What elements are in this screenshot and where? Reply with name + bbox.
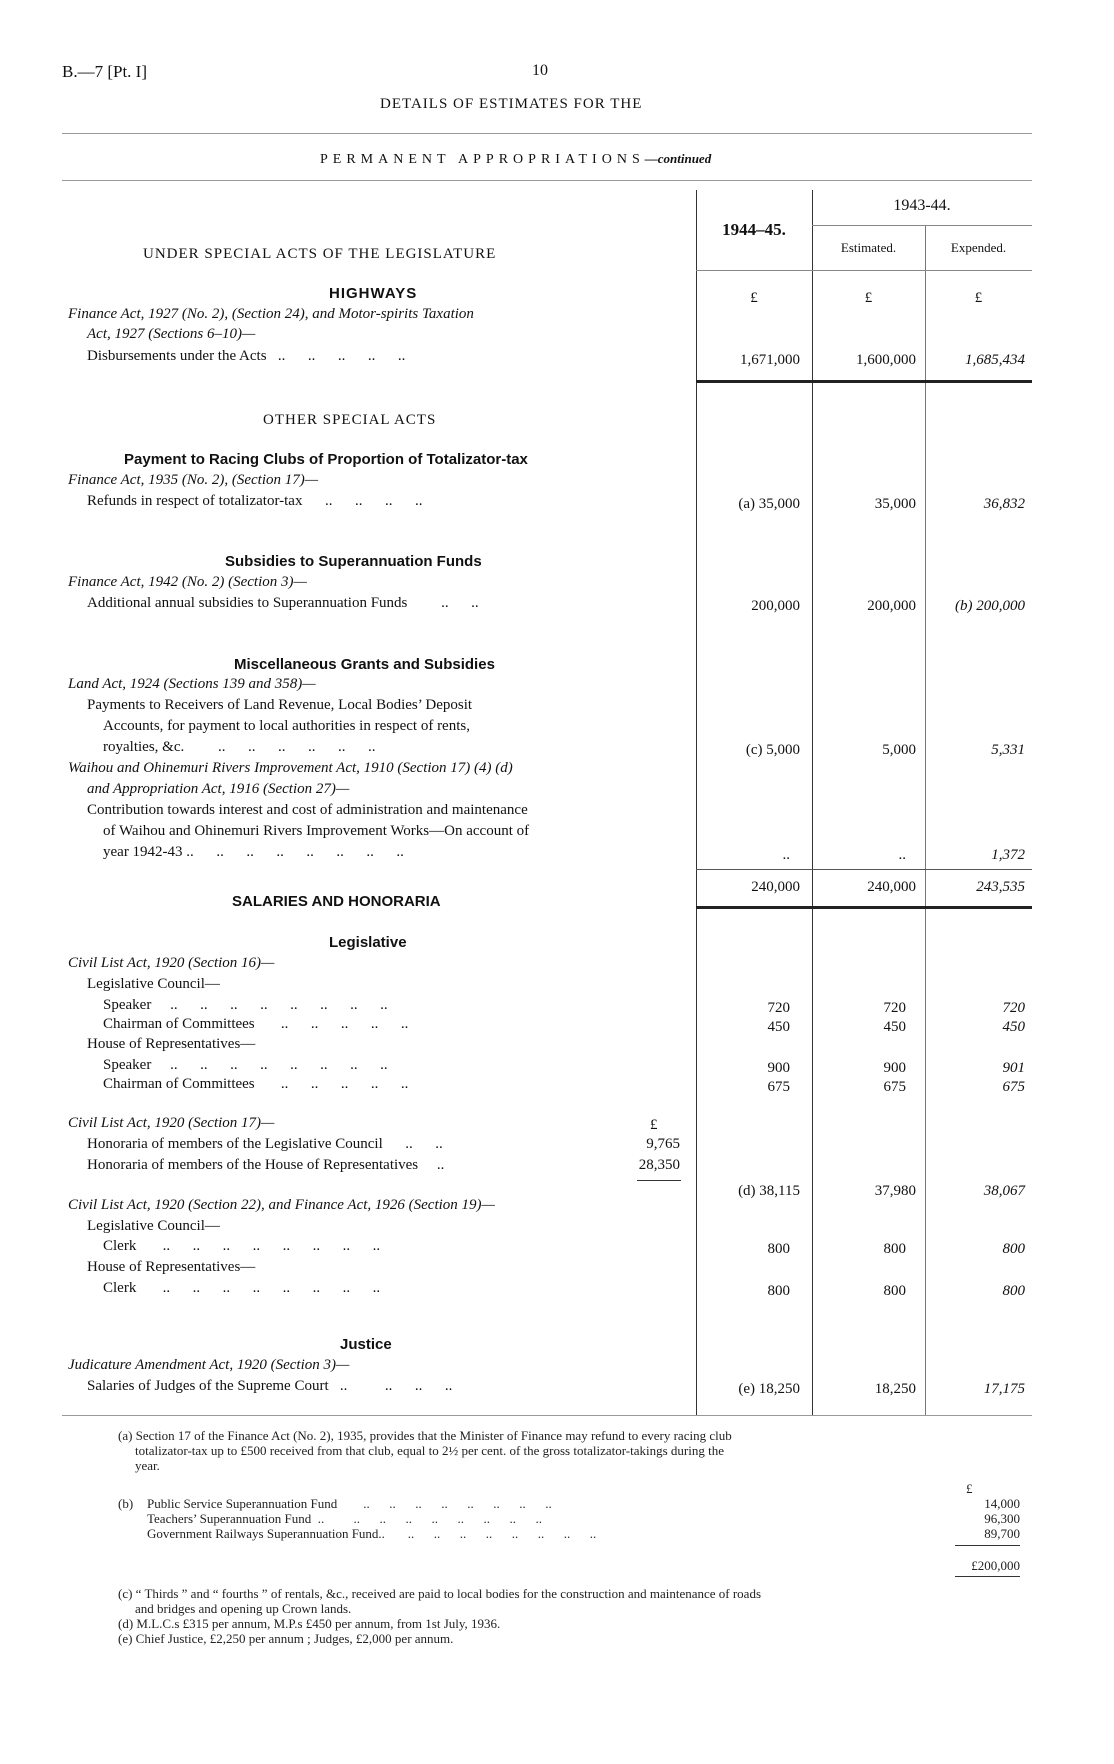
highways-1944-45: 1,671,000 bbox=[740, 352, 800, 368]
other-subtotal-rule bbox=[696, 869, 1032, 870]
other-total-expended: 243,535 bbox=[976, 879, 1025, 895]
page-title: DETAILS OF ESTIMATES FOR THE bbox=[380, 96, 643, 112]
justice-heading: Justice bbox=[340, 1336, 392, 1353]
subtitle-suffix: —continued bbox=[644, 151, 712, 166]
honoraria-hr-text: Honoraria of members of the House of Representatives bbox=[87, 1157, 419, 1173]
lc-chairman: Chairman of Committees .. .. .. .. .. bbox=[103, 1016, 409, 1032]
hr-chairman: Chairman of Committees .. .. .. .. .. bbox=[103, 1076, 409, 1092]
racing-item-text: Refunds in respect of totalizator-tax bbox=[87, 493, 303, 509]
waihou-estimated: .. bbox=[898, 847, 906, 863]
document-reference: B.—7 [Pt. I] bbox=[62, 62, 147, 81]
racing-1944-45: (a) 35,000 bbox=[738, 496, 800, 512]
honoraria-estimated: 37,980 bbox=[874, 1183, 916, 1199]
hr-chairman-text: Chairman of Committees bbox=[103, 1076, 255, 1092]
waihou-line2: of Waihou and Ohinemuri Rivers Improvement Works—On account of bbox=[103, 823, 530, 839]
hr-chairman-estimated: 675 bbox=[883, 1079, 906, 1095]
land-line3-text: royalties, &c. bbox=[103, 739, 185, 755]
col-header-estimated: Estimated. bbox=[840, 240, 897, 255]
waihou-1944-45: .. bbox=[782, 847, 790, 863]
footnote-e: (e) Chief Justice, £2,250 per annum ; Judges, £2,000 per annum. bbox=[118, 1631, 454, 1646]
hr-speaker-expended: 901 bbox=[1002, 1060, 1025, 1076]
col-divider-3 bbox=[925, 225, 926, 1415]
civil-list-s22: Civil List Act, 1920 (Section 22), and Finance Act, 1926 (Section 19)— bbox=[68, 1197, 495, 1213]
civil-list-s17: Civil List Act, 1920 (Section 17)— bbox=[68, 1115, 275, 1131]
hr-clerk: Clerk .. .. .. .. .. .. .. .. bbox=[103, 1280, 381, 1296]
highways-estimated: 1,600,000 bbox=[856, 352, 916, 368]
lc-clerk: Clerk .. .. .. .. .. .. .. .. bbox=[103, 1238, 381, 1254]
footnote-c-line2: and bridges and opening up Crown lands. bbox=[135, 1601, 352, 1616]
col-header-1944-45: 1944–45. bbox=[722, 220, 786, 239]
honoraria-lc: Honoraria of members of the Legislative Council .. .. bbox=[87, 1136, 443, 1152]
hr-clerk-expended: 800 bbox=[1002, 1283, 1025, 1299]
racing-expended: 36,832 bbox=[983, 496, 1025, 512]
other-total-estimated: 240,000 bbox=[867, 879, 916, 895]
hr-clerk-estimated: 800 bbox=[883, 1283, 906, 1299]
highways-expended: 1,685,434 bbox=[965, 352, 1025, 368]
footnote-a-line3: year. bbox=[135, 1458, 160, 1473]
footnote-b-item-1: Public Service Superannuation Fund .. .. .. .. .. .. .. .. bbox=[147, 1496, 552, 1511]
column-header-rule bbox=[696, 270, 1032, 271]
highways-total-rule bbox=[696, 380, 1032, 383]
lc-speaker-1944-45: 720 bbox=[767, 1000, 790, 1016]
civil-list-s16: Civil List Act, 1920 (Section 16)— bbox=[68, 955, 275, 971]
page-subtitle bbox=[320, 151, 711, 168]
waihou-line1: Contribution towards interest and cost of administration and maintenance bbox=[87, 802, 528, 818]
judicature-act: Judicature Amendment Act, 1920 (Section 3)— bbox=[68, 1357, 350, 1373]
superannuation-item-text: Additional annual subsidies to Superannuation Funds bbox=[87, 595, 408, 611]
currency-1: £ bbox=[750, 290, 758, 306]
hr-chairman-1944-45: 675 bbox=[767, 1079, 790, 1095]
footnote-d: (d) M.L.C.s £315 per annum, M.P.s £450 per annum, from 1st July, 1936. bbox=[118, 1616, 501, 1631]
footnote-a-line1: (a) Section 17 of the Finance Act (No. 2), 1935, provides that the Minister of Finance may refund to every racing club bbox=[118, 1428, 732, 1443]
other-total-1944-45: 240,000 bbox=[751, 879, 800, 895]
footnote-b-currency: £ bbox=[966, 1481, 973, 1496]
year-prev-rule bbox=[812, 225, 1032, 226]
honoraria-hr: Honoraria of members of the House of Representatives .. bbox=[87, 1157, 445, 1173]
land-1944-45: (c) 5,000 bbox=[745, 742, 800, 758]
highways-item-text: Disbursements under the Acts bbox=[87, 348, 267, 364]
honoraria-lc-text: Honoraria of members of the Legislative Council bbox=[87, 1136, 383, 1152]
footnote-b-value-3: 89,700 bbox=[984, 1526, 1020, 1541]
footnote-b-value-2: 96,300 bbox=[984, 1511, 1020, 1526]
hr-speaker-1944-45: 900 bbox=[767, 1060, 790, 1076]
superannuation-expended: (b) 200,000 bbox=[955, 598, 1025, 614]
superannuation-act: Finance Act, 1942 (No. 2) (Section 3)— bbox=[68, 574, 307, 590]
highways-item: Disbursements under the Acts .. .. .. .. .. bbox=[87, 348, 406, 364]
highways-act-line2: Act, 1927 (Sections 6–10)— bbox=[87, 326, 256, 342]
superannuation-heading: Subsidies to Superannuation Funds bbox=[225, 553, 482, 570]
land-expended: 5,331 bbox=[991, 742, 1025, 758]
misc-grants-heading: Miscellaneous Grants and Subsidies bbox=[234, 656, 495, 673]
hr-clerk-text: Clerk bbox=[103, 1280, 137, 1296]
footnote-rule bbox=[62, 1415, 1032, 1416]
land-act: Land Act, 1924 (Sections 139 and 358)— bbox=[68, 676, 316, 692]
footnote-b-label: (b) bbox=[118, 1496, 134, 1511]
lc-speaker: Speaker .. .. .. .. .. .. .. .. bbox=[103, 997, 388, 1013]
hr-speaker: Speaker .. .. .. .. .. .. .. .. bbox=[103, 1057, 388, 1073]
col-header-1943-44: 1943-44. bbox=[893, 197, 951, 214]
lc-speaker-estimated: 720 bbox=[883, 1000, 906, 1016]
honoraria-lc-amount: 9,765 bbox=[646, 1136, 680, 1152]
other-acts-heading: OTHER SPECIAL ACTS bbox=[263, 412, 437, 428]
racing-estimated: 35,000 bbox=[874, 496, 916, 512]
hr-clerk-1944-45: 800 bbox=[767, 1283, 790, 1299]
col-header-expended: Expended. bbox=[950, 240, 1007, 255]
lc-chairman-estimated: 450 bbox=[883, 1019, 906, 1035]
footnote-b-total-rule bbox=[955, 1545, 1020, 1546]
lc-clerk-estimated: 800 bbox=[883, 1241, 906, 1257]
judges-salaries: Salaries of Judges of the Supreme Court .. .. .. .. bbox=[87, 1378, 453, 1394]
judges-expended: 17,175 bbox=[983, 1381, 1025, 1397]
col-divider-1 bbox=[696, 190, 697, 1415]
house-of-reps-label: House of Representatives— bbox=[87, 1036, 256, 1052]
footnote-b-item-1-name: Public Service Superannuation Fund bbox=[147, 1496, 338, 1511]
footnote-b-item-3: Government Railways Superannuation Fund.. .. .. .. .. .. .. .. .. bbox=[147, 1526, 597, 1541]
legislative-council-label: Legislative Council— bbox=[87, 976, 220, 992]
col-divider-2 bbox=[812, 190, 813, 1415]
honoraria-1944-45: (d) 38,115 bbox=[738, 1183, 800, 1199]
hr-clerk-label: House of Representatives— bbox=[87, 1259, 256, 1275]
waihou-expended: 1,372 bbox=[991, 847, 1025, 863]
waihou-act-line2: and Appropriation Act, 1916 (Section 27)— bbox=[87, 781, 350, 797]
lc-clerk-1944-45: 800 bbox=[767, 1241, 790, 1257]
superannuation-item: Additional annual subsidies to Superannuation Funds .. .. bbox=[87, 595, 479, 611]
racing-heading: Payment to Racing Clubs of Proportion of Totalizator-tax bbox=[124, 451, 528, 468]
hr-chairman-expended: 675 bbox=[1002, 1079, 1025, 1095]
subtitle-text: PERMANENT APPROPRIATIONS bbox=[320, 152, 645, 167]
other-total-rule bbox=[696, 906, 1032, 909]
lc-chairman-1944-45: 450 bbox=[767, 1019, 790, 1035]
judges-estimated: 18,250 bbox=[874, 1381, 916, 1397]
lc-clerk-text: Clerk bbox=[103, 1238, 137, 1254]
lc-clerk-expended: 800 bbox=[1002, 1241, 1025, 1257]
honoraria-expended: 38,067 bbox=[983, 1183, 1025, 1199]
lc-chairman-text: Chairman of Committees bbox=[103, 1016, 255, 1032]
page-number: 10 bbox=[532, 62, 548, 79]
footnote-b-item-3-name: Government Railways Superannuation Fund.. bbox=[147, 1526, 385, 1541]
highways-heading: HIGHWAYS bbox=[329, 285, 418, 302]
lc-clerk-label: Legislative Council— bbox=[87, 1218, 220, 1234]
racing-act: Finance Act, 1935 (No. 2), (Section 17)— bbox=[68, 472, 319, 488]
hr-speaker-estimated: 900 bbox=[883, 1060, 906, 1076]
racing-item: Refunds in respect of totalizator-tax .. .. .. .. bbox=[87, 493, 423, 509]
highways-act-line1: Finance Act, 1927 (No. 2), (Section 24), and Motor-spirits Taxation bbox=[68, 306, 474, 322]
land-estimated: 5,000 bbox=[882, 742, 916, 758]
footnote-b-total: £200,000 bbox=[971, 1558, 1020, 1573]
footnote-c-line1: (c) “ Thirds ” and “ fourths ” of rentals, &c., received are paid to local bodies for the construction and maintenance of roads bbox=[118, 1586, 762, 1601]
judges-1944-45: (e) 18,250 bbox=[738, 1381, 800, 1397]
superannuation-1944-45: 200,000 bbox=[751, 598, 800, 614]
section-heading-special-acts: UNDER SPECIAL ACTS OF THE LEGISLATURE bbox=[143, 246, 497, 262]
footnote-b-item-2: Teachers’ Superannuation Fund .. .. .. .. .. .. .. .. .. bbox=[147, 1511, 542, 1526]
footnote-b-total-underline bbox=[955, 1576, 1020, 1577]
hr-speaker-text: Speaker bbox=[103, 1057, 152, 1073]
honoraria-hr-amount: 28,350 bbox=[638, 1157, 680, 1173]
waihou-line3-text: year 1942-43 .. bbox=[103, 844, 194, 860]
waihou-act-line1: Waihou and Ohinemuri Rivers Improvement Act, 1910 (Section 17) (4) (d) bbox=[68, 760, 513, 776]
currency-2: £ bbox=[864, 290, 873, 306]
legislative-heading: Legislative bbox=[329, 934, 407, 951]
land-line2: Accounts, for payment to local authorities in respect of rents, bbox=[103, 718, 470, 734]
judges-salaries-text: Salaries of Judges of the Supreme Court bbox=[87, 1378, 329, 1394]
land-line1: Payments to Receivers of Land Revenue, Local Bodies’ Deposit bbox=[87, 697, 473, 713]
honoraria-subtotal-rule bbox=[637, 1180, 681, 1181]
title-rule bbox=[62, 133, 1032, 134]
subtitle-rule bbox=[62, 180, 1032, 181]
footnote-b-value-1: 14,000 bbox=[984, 1496, 1020, 1511]
lc-speaker-expended: 720 bbox=[1002, 1000, 1025, 1016]
lc-speaker-text: Speaker bbox=[103, 997, 152, 1013]
waihou-line3: year 1942-43 .. .. .. .. .. .. .. .. bbox=[103, 844, 404, 860]
inner-currency: £ bbox=[650, 1117, 658, 1133]
footnote-b-item-2-name: Teachers’ Superannuation Fund bbox=[147, 1511, 312, 1526]
lc-chairman-expended: 450 bbox=[1002, 1019, 1025, 1035]
currency-3: £ bbox=[974, 290, 983, 306]
salaries-heading: SALARIES AND HONORARIA bbox=[232, 893, 441, 910]
land-line3: royalties, &c. .. .. .. .. .. .. bbox=[103, 739, 376, 755]
superannuation-estimated: 200,000 bbox=[867, 598, 916, 614]
footnote-a-line2: totalizator-tax up to £500 received from that club, equal to 2½ per cent. of the gross totalizator-takings during the bbox=[135, 1443, 724, 1458]
